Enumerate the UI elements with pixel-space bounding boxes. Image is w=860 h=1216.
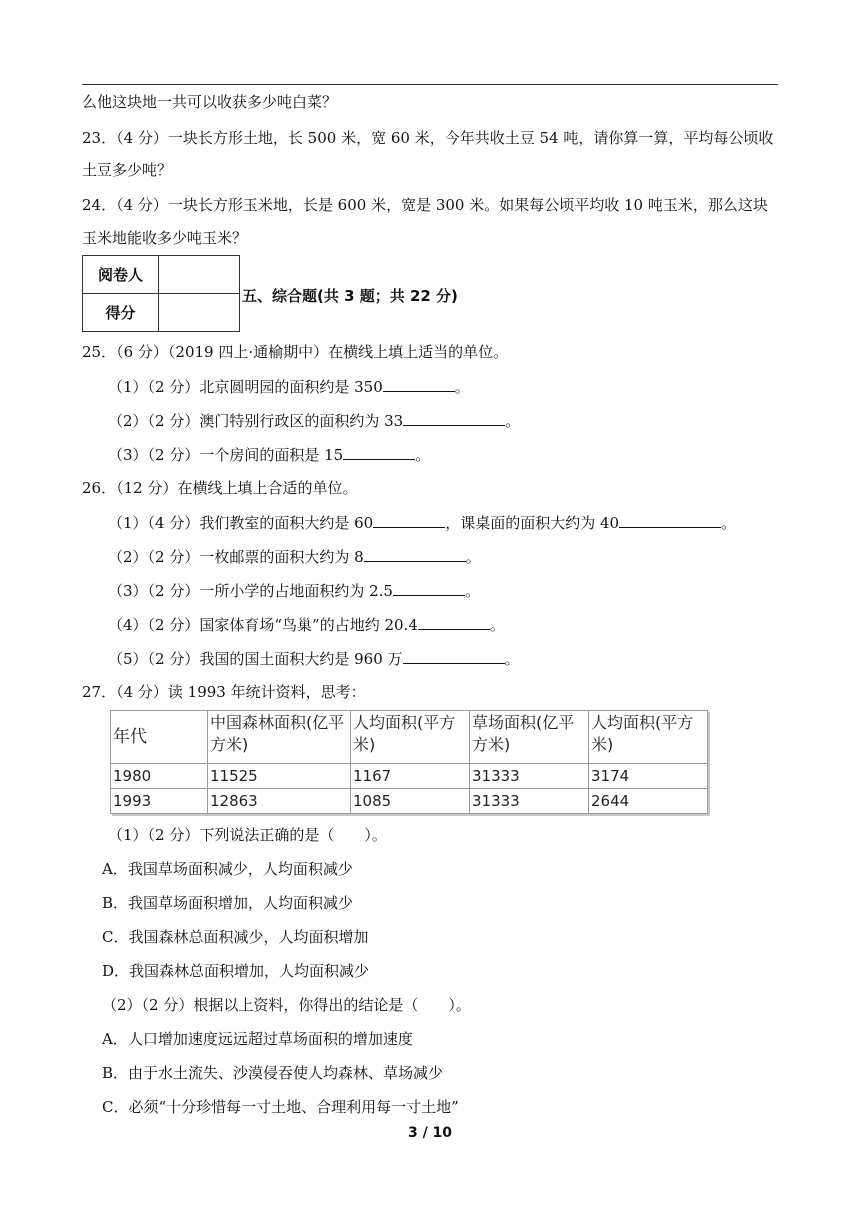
option-2b[interactable]: B．由于水土流失、沙漠侵吞使人均森林、草场减少 — [102, 1064, 444, 1082]
item-text: （3）（2 分）一个房间的面积是 15 — [108, 446, 344, 464]
table-cell: 1167 — [351, 764, 470, 789]
option-1a[interactable]: A．我国草场面积减少，人均面积减少 — [102, 860, 353, 878]
section-title: 五、综合题(共 3 题；共 22 分) — [242, 287, 458, 305]
table-cell: 31333 — [470, 789, 589, 814]
question-23-line-2: 土豆多少吨？ — [82, 161, 173, 179]
question-22-continuation: 么他这块地一共可以收获多少吨白菜？ — [82, 93, 338, 111]
question-24-line-1: 24．（4 分）一块长方形玉米地，长是 600 米，宽是 300 米。如果每公顷平均收 10 吨玉米，那么这块 — [82, 196, 768, 214]
answer-blank[interactable] — [393, 580, 465, 596]
header-cell: 人均面积(平方米) — [589, 711, 708, 764]
item-text: （5）（2 分）我国的国土面积大约是 960 万 — [108, 650, 403, 668]
header-cell: 年代 — [111, 711, 208, 764]
question-25-stem: 25．（6 分）（2019 四上·通榆期中）在横线上填上适当的单位。 — [82, 343, 509, 361]
question-26-stem: 26．（12 分）在横线上填上合适的单位。 — [82, 479, 358, 497]
option-1b[interactable]: B．我国草场面积增加，人均面积减少 — [102, 894, 354, 912]
question-24-line-2: 玉米地能收多少吨玉米？ — [82, 229, 248, 247]
item-end: 。 — [464, 582, 480, 600]
reviewer-cell[interactable] — [159, 256, 240, 294]
table-cell: 1980 — [111, 764, 208, 789]
score-cell[interactable] — [159, 294, 240, 332]
table-row — [111, 789, 708, 814]
item-text: （1）（4 分）我们教室的面积大约是 60 — [108, 514, 374, 532]
option-2a[interactable]: A．人口增加速度远远超过草场面积的增加速度 — [102, 1030, 413, 1048]
item-text: （3）（2 分）一所小学的占地面积约为 2.5 — [108, 582, 393, 600]
item-text: （2）（2 分）澳门特别行政区的面积约为 33 — [108, 412, 404, 430]
answer-blank[interactable] — [403, 410, 505, 426]
question-25-item-3 — [108, 444, 430, 465]
option-1c[interactable]: C．我国森林总面积减少，人均面积增加 — [102, 928, 369, 946]
score-label: 得分 — [83, 294, 159, 332]
grader-table — [82, 255, 240, 332]
table-cell: 1993 — [111, 789, 208, 814]
answer-blank[interactable] — [373, 512, 445, 528]
question-26-item-1 — [108, 512, 736, 533]
item-end: 。 — [721, 514, 737, 532]
question-23-line-1: 23．（4 分）一块长方形土地，长 500 米，宽 60 米，今年共收土豆 54 吨，请你算一算，平均每公顷收 — [82, 129, 774, 147]
header-cell: 中国森林面积(亿平方米) — [208, 711, 351, 764]
table-header-row — [111, 711, 708, 764]
question-26-item-2 — [108, 546, 481, 567]
item-end: 。 — [465, 548, 481, 566]
question-26-item-5 — [108, 648, 520, 669]
item-end: 。 — [504, 650, 520, 668]
item-end: 。 — [489, 616, 505, 634]
answer-blank[interactable] — [343, 444, 415, 460]
table-cell: 12863 — [208, 789, 351, 814]
table-row — [111, 764, 708, 789]
header-cell: 人均面积(平方米) — [351, 711, 470, 764]
question-27-stem: 27．（4 分）读 1993 年统计资料，思考： — [82, 683, 366, 701]
question-26-item-3 — [108, 580, 480, 601]
table-cell: 31333 — [470, 764, 589, 789]
answer-blank[interactable] — [403, 648, 505, 664]
table-cell: 1085 — [351, 789, 470, 814]
item-end: 。 — [415, 446, 431, 464]
question-27-sub-1: （1）（2 分）下列说法正确的是（ ）。 — [108, 826, 387, 844]
question-27-sub-2: （2）（2 分）根据以上资料，你得出的结论是（ ）。 — [102, 996, 471, 1014]
question-25-item-2 — [108, 410, 520, 431]
item-end: 。 — [505, 412, 521, 430]
answer-blank[interactable] — [418, 614, 490, 630]
top-rule — [82, 84, 778, 85]
table-cell: 3174 — [589, 764, 708, 789]
item-text: （1）（2 分）北京圆明园的面积约是 350 — [108, 378, 383, 396]
answer-blank[interactable] — [364, 546, 466, 562]
item-text: （2）（2 分）一枚邮票的面积大约为 8 — [108, 548, 364, 566]
statistics-table — [110, 710, 708, 814]
option-2c[interactable]: C．必须“十分珍惜每一寸土地、合理利用每一寸土地” — [102, 1098, 459, 1116]
table-cell: 11525 — [208, 764, 351, 789]
reviewer-label: 阅卷人 — [83, 256, 159, 294]
item-text: （4）（2 分）国家体育场“鸟巢”的占地约 20.4 — [108, 616, 418, 634]
item-end: 。 — [454, 378, 470, 396]
item-text-2: ，课桌面的面积大约为 40 — [445, 514, 620, 532]
answer-blank[interactable] — [383, 376, 455, 392]
answer-blank[interactable] — [619, 512, 721, 528]
table-cell: 2644 — [589, 789, 708, 814]
question-25-item-1 — [108, 376, 470, 397]
option-1d[interactable]: D．我国森林总面积增加，人均面积减少 — [102, 962, 370, 980]
header-cell: 草场面积(亿平方米) — [470, 711, 589, 764]
question-26-item-4 — [108, 614, 505, 635]
page-number: 3 / 10 — [407, 1125, 453, 1141]
